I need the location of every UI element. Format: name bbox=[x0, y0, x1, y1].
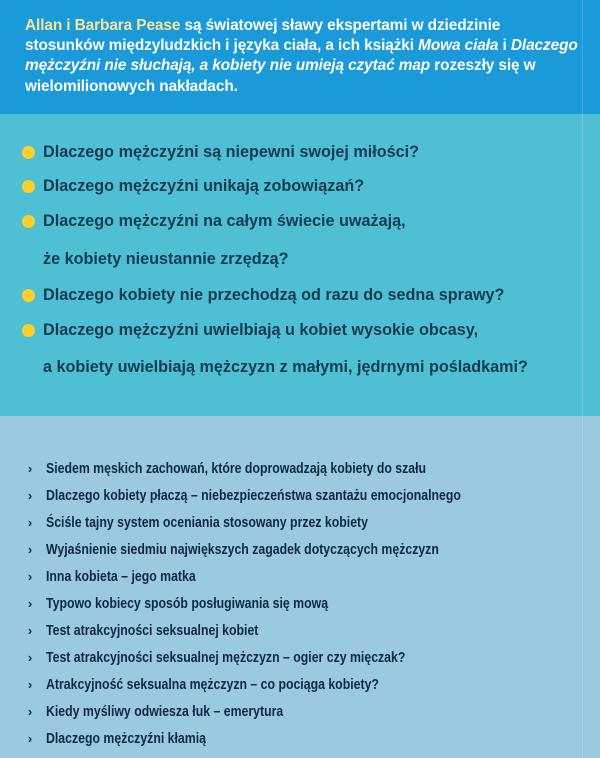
question-continuation bbox=[22, 358, 528, 377]
topic-item bbox=[22, 676, 452, 693]
topic-text: Test atrakcyjności seksualnej mężczyzn – ogier czy mięczak? bbox=[46, 649, 406, 666]
question-item bbox=[22, 143, 419, 162]
question-text: Dlaczego mężczyźni uwielbiają u kobiet wysokie obcasy, bbox=[43, 321, 479, 339]
topic-item bbox=[22, 649, 484, 666]
topic-item bbox=[22, 595, 390, 612]
book-title-body-language: Mowa ciała bbox=[418, 37, 499, 55]
chevron-right-icon: › bbox=[27, 623, 33, 638]
topic-text: Kiedy myśliwy odwiesza łuk – emerytura bbox=[46, 703, 284, 720]
questions-band bbox=[0, 114, 600, 416]
topic-item bbox=[22, 514, 439, 531]
topic-text: Ściśle tajny system oceniania stosowany przez kobiety bbox=[46, 514, 368, 531]
intro-text-2: i bbox=[498, 37, 511, 55]
topic-item bbox=[22, 703, 335, 720]
question-text: że kobiety nieustannie zrzędzą? bbox=[43, 250, 289, 268]
chevron-right-icon: › bbox=[27, 704, 33, 719]
cover-fold-line bbox=[582, 0, 583, 758]
yellow-dot-bullet-icon bbox=[22, 215, 35, 228]
intro-text-3: rozeszły się w wielomilionowych nakładach. bbox=[25, 57, 536, 95]
chevron-right-icon: › bbox=[27, 596, 33, 611]
yellow-dot-bullet-icon bbox=[22, 289, 35, 302]
topic-text: Test atrakcyjności seksualnej kobiet bbox=[46, 622, 259, 639]
book-title-why-men-dont-listen: Dlaczego mężczyźni nie słuchają, a kobiety nie umieją czytać map bbox=[25, 37, 578, 75]
chevron-right-icon: › bbox=[27, 650, 33, 665]
question-text: a kobiety uwielbiają mężczyzn z małymi, jędrnymi pośladkami? bbox=[43, 358, 528, 376]
intro-text-1: są światowej sławy ekspertami w dziedzinie stosunków międzyludzkich i języka ciała, a ich książki bbox=[25, 17, 501, 55]
yellow-dot-bullet-icon bbox=[22, 180, 35, 193]
topic-item bbox=[22, 541, 525, 558]
topic-text: Atrakcyjność seksualna mężczyzn – co pociąga kobiety? bbox=[46, 676, 379, 693]
author-names: Allan i Barbara Pease bbox=[25, 17, 181, 34]
topics-band bbox=[0, 416, 600, 758]
chevron-right-icon: › bbox=[27, 677, 33, 692]
topic-text: Dlaczego kobiety płaczą – niebezpieczeństwa szantażu emocjonalnego bbox=[46, 487, 461, 504]
topic-item bbox=[22, 460, 509, 477]
chevron-right-icon: › bbox=[27, 731, 33, 746]
question-item bbox=[22, 212, 406, 231]
chevron-right-icon: › bbox=[27, 569, 33, 584]
chevron-right-icon: › bbox=[27, 515, 33, 530]
topic-text: Typowo kobiecy sposób posługiwania się mową bbox=[46, 595, 329, 612]
topic-text: Dlaczego mężczyźni kłamią bbox=[46, 730, 206, 747]
chevron-right-icon: › bbox=[27, 488, 33, 503]
question-item bbox=[22, 286, 504, 305]
question-item bbox=[22, 321, 478, 340]
topic-item bbox=[22, 622, 305, 639]
topic-text: Inna kobieta – jego matka bbox=[46, 568, 196, 585]
question-text: Dlaczego mężczyźni są niepewni swojej miłości? bbox=[43, 143, 420, 161]
topic-item bbox=[22, 487, 552, 504]
chevron-right-icon: › bbox=[27, 461, 33, 476]
topic-text: Siedem męskich zachowań, które doprowadzają kobiety do szału bbox=[46, 460, 427, 477]
question-continuation bbox=[22, 250, 289, 269]
topic-item bbox=[22, 730, 241, 747]
intro-paragraph bbox=[25, 16, 580, 97]
question-text: Dlaczego mężczyźni unikają zobowiązań? bbox=[43, 177, 365, 195]
intro-band bbox=[0, 0, 600, 114]
topic-text: Wyjaśnienie siedmiu największych zagadek dotyczących mężczyzn bbox=[46, 541, 439, 558]
yellow-dot-bullet-icon bbox=[22, 146, 35, 159]
yellow-dot-bullet-icon bbox=[22, 324, 35, 337]
topic-item bbox=[22, 568, 229, 585]
question-text: Dlaczego mężczyźni na całym świecie uważają, bbox=[43, 212, 406, 230]
question-text: Dlaczego kobiety nie przechodzą od razu do sedna sprawy? bbox=[43, 286, 505, 304]
question-item bbox=[22, 177, 364, 196]
chevron-right-icon: › bbox=[27, 542, 33, 557]
